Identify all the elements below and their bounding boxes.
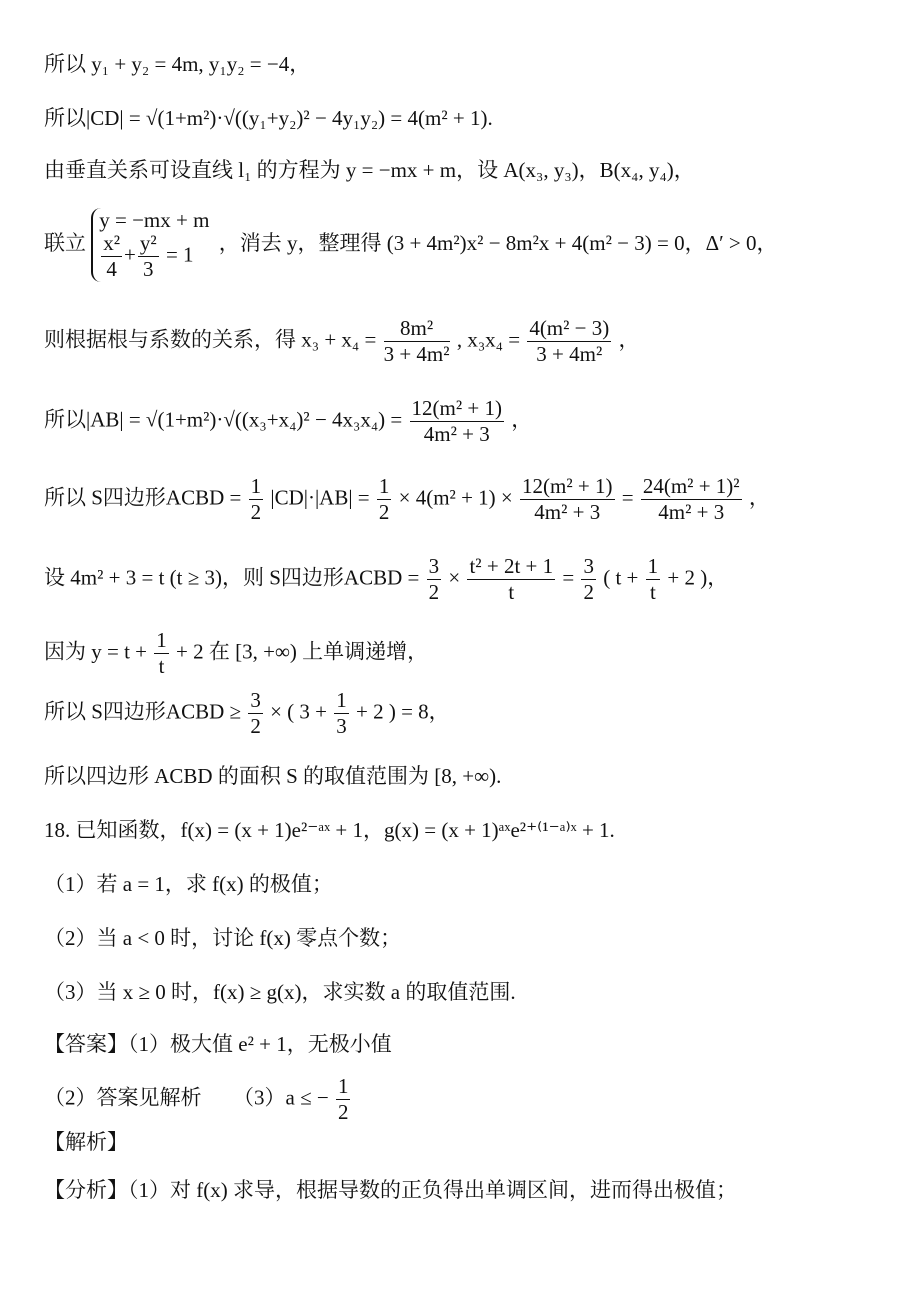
line-system (44, 208, 778, 282)
system-prefix: 联立 (44, 230, 86, 255)
line-area-range: 所以四边形 ACBD 的面积 S 的取值范围为 [8, +∞). (44, 764, 502, 788)
analysis-heading: 【解析】 (44, 1130, 128, 1154)
fraction: $\frac{\text{8m²}}{\text{3 + 4m²}}$ (383, 316, 450, 366)
analysis-part-1: 【分析】（1）对 f(x) 求导，根据导数的正负得出单调区间，进而得出极值； (44, 1178, 737, 1202)
question-18-stem: 18. 已知函数，f(x) = (x + 1)e²⁻ᵃˣ + 1，g(x) = (x + 1)ᵃˣe²⁺⁽¹⁻ᵃ⁾ˣ + 1. (44, 818, 615, 842)
fraction: $\frac{\text{12(m² + 1)}}{\text{4m² + 3}}$ (411, 396, 502, 446)
fraction: $\frac{\text{12(m² + 1)}}{\text{4m² + 3}}$ (522, 474, 613, 524)
system-row-2: $\frac{\text{x²}}{4}$ + $\frac{\text{y²}}{3}$ = 1 (103, 231, 194, 281)
equation-system (91, 208, 209, 282)
fraction: $\frac{\text{4(m² − 3)}}{\text{3 + 4m²}}$ (529, 316, 610, 366)
line-y-sum-product: 所以 y₁ + y₂ = 4m, y₁y₂ = −4， (44, 52, 311, 76)
line-vieta: 则根据根与系数的关系，得 x₃ + x₄ = $\frac{\text{8m²}}{\text{3 + 4m²}}$ , x₃x₄ = $\frac{\text{4(m² − 3)}}{\text{3 + 4m²}}$ ， (44, 316, 640, 366)
fraction: $\frac{1}{t}$ (647, 554, 659, 604)
line-area-formula: 所以 S四边形ACBD = $\frac{1}{2}$ |CD|·|AB| = $\frac{1}{2}$ × 4(m² + 1) × $\frac{\text{12(m² + 1)}}{\text{4m² + 3}}$ = $\frac{\text{24(m² + 1)²}}{\text{4m² + 3}}$ ， (44, 474, 770, 524)
fraction: $\frac{3}{2}$ (428, 554, 440, 604)
fraction: $\frac{\text{y²}}{3}$ (139, 231, 157, 281)
fraction: $\frac{1}{2}$ (378, 474, 390, 524)
fraction: $\frac{1}{2}$ (250, 474, 262, 524)
fraction: $\frac{3}{2}$ (250, 688, 261, 738)
line-monotonic: 因为 y = t + $\frac{1}{t}$ + 2 在 [3, +∞) 上单调递增， (44, 628, 429, 678)
fraction: $\frac{1}{3}$ (336, 688, 347, 738)
question-18-part-2: （2）当 a < 0 时，讨论 f(x) 零点个数； (44, 926, 402, 950)
answer-line-1: 【答案】（1）极大值 e² + 1，无极小值 (44, 1032, 392, 1056)
system-row-1: y = −mx + m (99, 208, 210, 232)
fraction: $\frac{\text{24(m² + 1)²}}{\text{4m² + 3}}$ (642, 474, 740, 524)
fraction: $\frac{1}{2}$ (337, 1074, 349, 1124)
line-substitution: 设 4m² + 3 = t (t ≥ 3)，则 S四边形ACBD = $\frac{3}{2}$ × $\frac{\text{t² + 2t + 1}}{t}$ = $\frac{3}{2}$ ( t + $\frac{1}{t}$ + 2 )， (44, 554, 729, 604)
line-l1-equation: 由垂直关系可设直线 l₁ 的方程为 y = −mx + m，设 A(x₃, y₃)，B(x₄, y₄)， (44, 158, 695, 182)
question-18-part-3: （3）当 x ≥ 0 时，f(x) ≥ g(x)，求实数 a 的取值范围. (44, 980, 516, 1004)
line-area-min: 所以 S四边形ACBD ≥ $\frac{3}{2}$ × ( 3 + $\frac{1}{3}$ + 2 ) = 8， (44, 688, 450, 738)
line-cd-length: 所以|CD| = √(1+m²)·√((y₁+y₂)² − 4y₁y₂) = 4(m² + 1). (44, 106, 493, 130)
fraction: $\frac{\text{x²}}{4}$ (103, 231, 121, 281)
fraction: $\frac{1}{t}$ (156, 628, 167, 678)
fraction: $\frac{3}{2}$ (583, 554, 594, 604)
fraction: $\frac{\text{t² + 2t + 1}}{t}$ (469, 554, 554, 604)
answer-line-2: （2）答案见解析 （3）a ≤ − $\frac{1}{2}$ (44, 1074, 349, 1124)
system-suffix: ，消去 y，整理得 (3 + 4m²)x² − 8m²x + 4(m² − 3) = 0，Δ′ > 0， (218, 230, 778, 255)
line-ab-length: 所以|AB| = √(1+m²)·√((x₃+x₄)² − 4x₃x₄) = $\frac{\text{12(m² + 1)}}{\text{4m² + 3}}$ ， (44, 396, 533, 446)
question-18-part-1: （1）若 a = 1，求 f(x) 的极值； (44, 872, 333, 896)
